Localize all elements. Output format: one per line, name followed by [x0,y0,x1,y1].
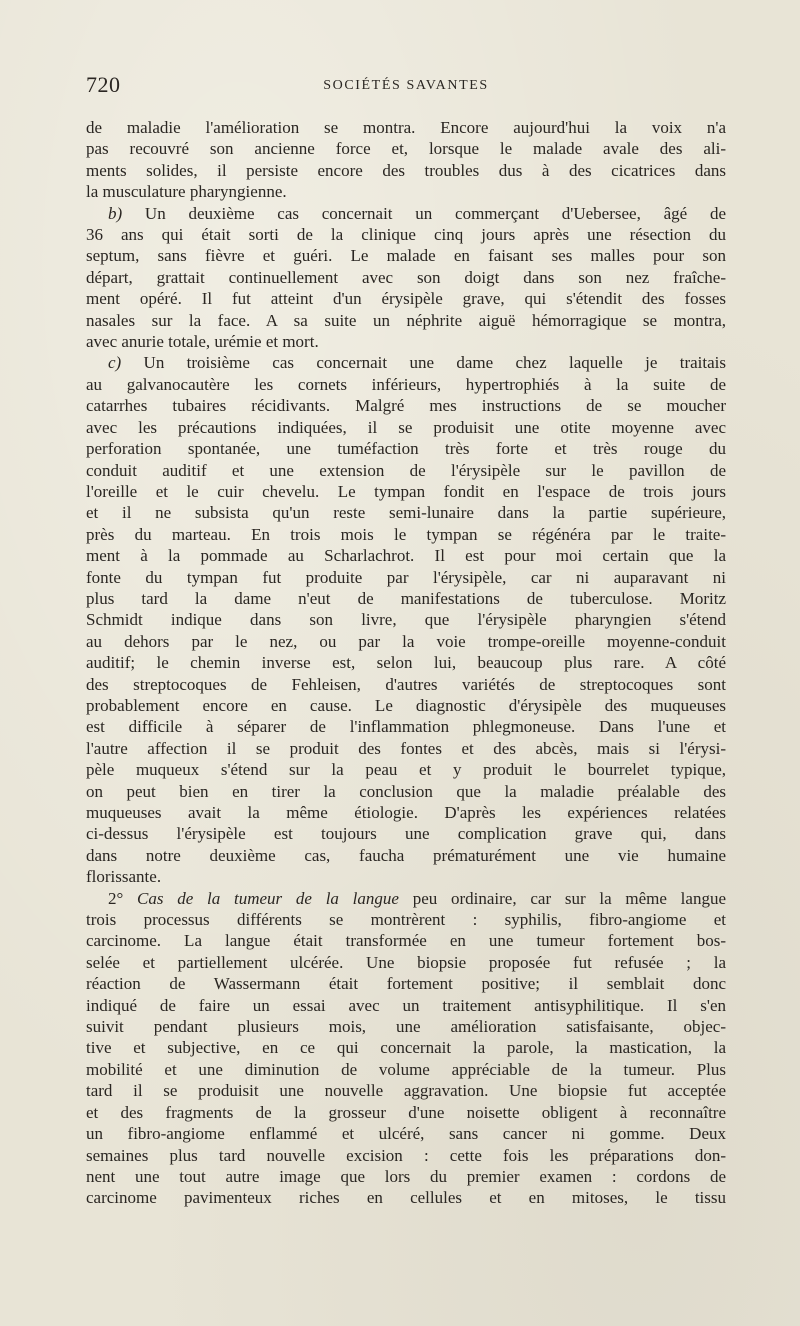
line-text: semaines plus tard nouvelle excision : cette fois les préparations don- [86,1145,726,1165]
text-line [86,502,726,523]
line-text: muqueuses avait la même étiologie. D'après les expériences relatées [86,803,726,822]
line-text: carcinome pavimenteux riches en cellules et en mitoses, le tissu [86,1188,726,1208]
text-line [86,759,726,780]
line-text: des streptocoques de Fehleisen, d'autres variétés de streptocoques sont [86,674,726,694]
line-text: peu ordinaire, car sur la même langue [398,888,726,908]
text-line [86,160,726,181]
text-line [86,567,726,588]
text-line [86,952,726,973]
line-text: l'oreille et le cuir chevelu. Le tympan fondit en l'espace de trois jours [86,481,726,501]
line-text: au dehors par le nez, ou par la voie trompe-oreille moyenne-conduit [86,631,726,651]
line-prefix: b) [108,203,123,223]
line-text: tard il se produisit une nouvelle aggravation. Une biopsie fut acceptée [86,1081,726,1101]
text-line [86,181,726,202]
line-text: près du marteau. En trois mois le tympan se régénéra par le traite- [86,524,726,544]
text-line [86,674,726,695]
text-line [86,395,726,416]
text-line [86,738,726,759]
text-line [86,1187,726,1208]
text-line [86,1145,726,1166]
line-text: nasales sur la face. A sa suite un néphrite aiguë hémorragique se montra, [86,310,726,330]
line-text: et des fragments de la grosseur d'une noisette obligent à reconnaître [86,1102,726,1122]
text-line [86,781,726,802]
line-text: réaction de Wassermann était fortement positive; il semblait donc [86,974,726,994]
line-text: selée et partiellement ulcérée. Une biopsie proposée fut refusée ; la [86,952,726,972]
line-text: au galvanocautère les cornets inférieurs, hypertrophiés à la suite de [86,374,726,394]
text-line [86,845,726,866]
line-text: 36 ans qui était sorti de la clinique cinq jours après une résection du [86,225,726,245]
text-line [86,374,726,395]
line-text: Schmidt indique dans son livre, que l'érysipèle pharyngien s'étend [86,610,726,630]
text-line [86,823,726,844]
text-line [86,888,726,909]
line-text: ment à la pommade au Scharlachrot. Il est pour moi certain que la [86,546,726,566]
line-text: probablement encore en cause. Le diagnostic d'érysipèle des muqueuses [86,695,726,715]
line-text: dans notre deuxième cas, faucha prématurément une vie humaine [86,845,726,865]
text-line [86,524,726,545]
line-text: avec les précautions indiquées, il se produisit une otite moyenne avec [86,417,726,437]
text-line [86,973,726,994]
text-line [86,545,726,566]
line-text: ments solides, il persiste encore des troubles dus à des cicatrices dans [86,160,726,180]
line-text: suivit pendant plusieurs mois, une amélioration satisfaisante, objec- [86,1017,726,1037]
text-line [86,909,726,930]
line-text: avec anurie totale, urémie et mort. [86,332,319,352]
line-text: est difficile à séparer de l'inflammation phlegmoneuse. Dans l'une et [86,717,726,737]
text-line [86,417,726,438]
text-line [86,1016,726,1037]
line-text: ment opéré. Il fut atteint d'un érysipèle grave, qui s'étendit des fosses [86,289,726,309]
line-text: catarrhes tubaires récidivants. Malgré mes instructions de se moucher [86,396,726,416]
text-line [86,930,726,951]
text-line [86,245,726,266]
text-line [86,652,726,673]
line-text: indiqué de faire un essai avec un traitement antisyphilitique. Il s'en [86,995,726,1015]
line-text: pas recouvré son ancienne force et, lorsque le malade avale des ali- [86,139,726,159]
text-line [86,288,726,309]
text-line [86,331,726,352]
line-prefix: c) [108,353,122,373]
line-text: de maladie l'amélioration se montra. Encore aujourd'hui la voix n'a [86,118,726,137]
text-line [86,995,726,1016]
line-text: un fibro-angiome enflammé et ulcéré, sans cancer ni gomme. Deux [86,1124,726,1144]
page-header [86,72,726,102]
text-line [86,1059,726,1080]
line-text: nent une tout autre image que lors du premier examen : cordons de [86,1166,726,1186]
text-line [86,117,726,138]
line-text: on peut bien en tirer la conclusion que la maladie préalable des [86,781,726,801]
text-line [86,224,726,245]
line-text: Un deuxième cas concernait un commerçant d'Uebersee, âgé de [122,203,726,223]
text-line [86,1166,726,1187]
line-text: tive et subjective, en ce qui concernait la parole, la mastication, la [86,1038,726,1058]
text-line [86,695,726,716]
line-text: carcinome. La langue était transformée en une tumeur fortement bos- [86,931,726,951]
page-number: 720 [86,72,121,97]
text-line [86,1080,726,1101]
text-line [86,866,726,887]
text-line [86,631,726,652]
line-text: départ, grattait continuellement avec son doigt dans son nez fraîche- [86,267,726,287]
line-text: Un troisième cas concernait une dame chez laquelle je traitais [121,353,726,373]
text-line [86,438,726,459]
text-line [86,352,726,373]
text-line [86,609,726,630]
text-line [86,1037,726,1058]
text-line [86,310,726,331]
line-text: ci-dessus l'érysipèle est toujours une complication grave qui, dans [86,824,726,844]
line-text: et il ne subsista qu'un reste semi-lunaire dans la partie supérieure, [86,503,726,523]
text-line [86,203,726,224]
text-line [86,1102,726,1123]
text-line [86,588,726,609]
text-line [86,138,726,159]
line-text: septum, sans fièvre et guéri. Le malade en faisant ses malles pour son [86,246,726,266]
line-text: la musculature pharyngienne. [86,182,287,202]
line-text: auditif; le chemin inverse est, selon lui, beaucoup plus rare. A côté [86,653,726,673]
line-text: l'autre affection il se produit des fontes et des abcès, mais si l'érysi- [86,738,726,758]
line-text: perforation spontanée, une tuméfaction très forte et très rouge du [86,439,726,459]
text-line [86,267,726,288]
line-text: fonte du tympan fut produite par l'érysipèle, car ni auparavant ni [86,567,726,587]
running-title: SOCIÉTÉS SAVANTES [323,78,489,93]
italic-phrase: Cas de la tumeur de la langue [137,888,399,908]
line-text: plus tard la dame n'eut de manifestations de tuberculose. Moritz [86,588,726,608]
line-prefix: 2° [108,888,138,908]
text-line [86,802,726,823]
line-text: conduit auditif et une extension de l'érysipèle sur le pavillon de [86,460,726,480]
line-text: mobilité et une diminution de volume appréciable de la tumeur. Plus [86,1059,726,1079]
line-text: pèle muqueux s'étend sur la peau et y produit le bourrelet typique, [86,760,726,780]
body-text [86,117,726,1209]
text-line [86,460,726,481]
line-text: florissante. [86,867,162,887]
line-text: trois processus différents se montrèrent : syphilis, fibro-angiome et [86,910,726,930]
text-line [86,481,726,502]
text-line [86,716,726,737]
text-line [86,1123,726,1144]
